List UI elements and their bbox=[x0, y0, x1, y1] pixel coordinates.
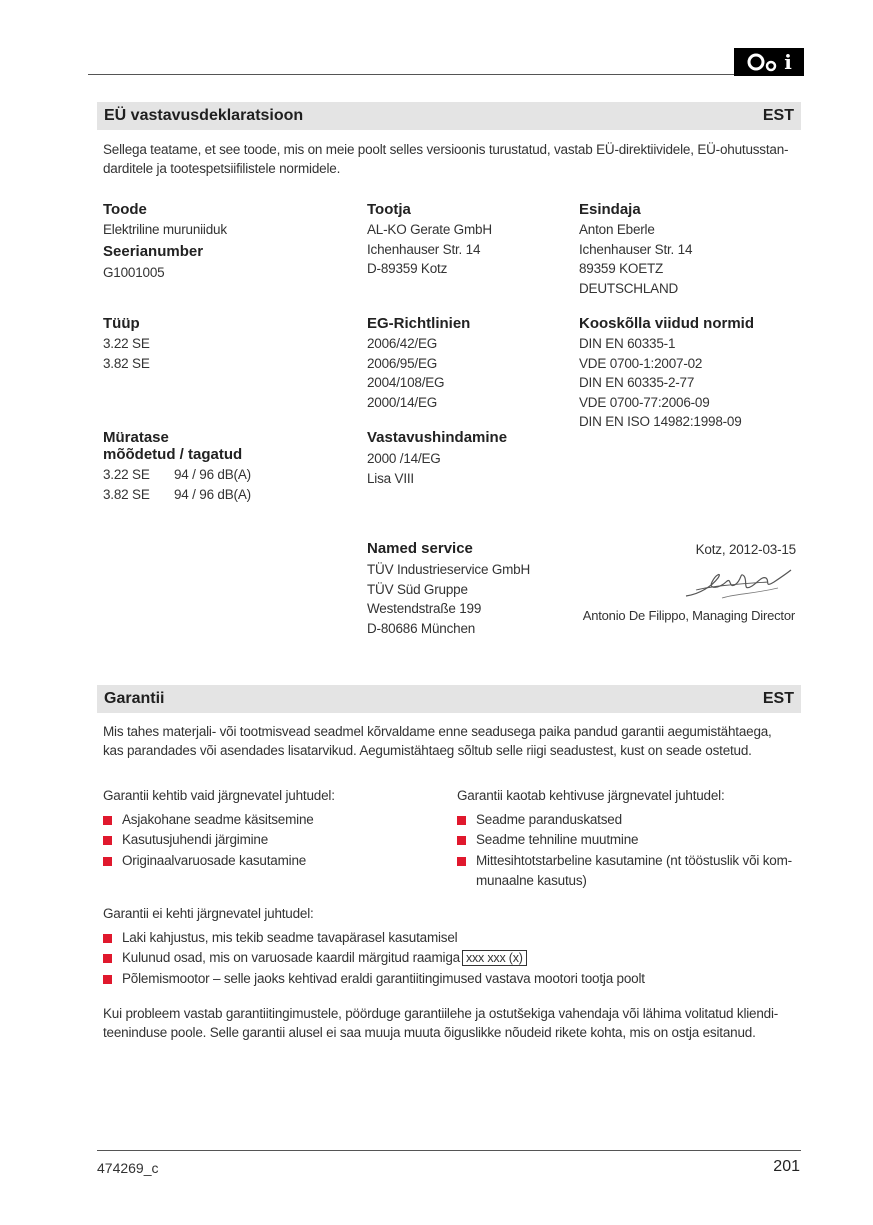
bullet-square-icon bbox=[103, 975, 112, 984]
list-item-text: Asjakohane seadme käsitsemine bbox=[122, 811, 314, 827]
representative-heading: Esindaja bbox=[579, 201, 641, 218]
noise-block bbox=[103, 429, 353, 504]
representative-line: DEUTSCHLAND bbox=[579, 280, 679, 296]
warranty-closing-line: teeninduse poole. Selle garantii alusel ei saa muuja muuta õiguslikke nõudeid rikete kohta, mis on ostja esitanud. bbox=[103, 1025, 756, 1040]
warranty-excluded-heading: Garantii ei kehti järgnevatel juhtudel: bbox=[103, 906, 314, 921]
conformity-heading: Vastavushindamine bbox=[367, 429, 508, 446]
norm-line: DIN EN 60335-2-77 bbox=[579, 375, 695, 390]
warranty-excluded-list bbox=[103, 928, 803, 990]
declaration-title: EÜ vastavusdeklaratsioon bbox=[104, 107, 304, 124]
manufacturer-line: D-89359 Kotz bbox=[367, 261, 448, 276]
directive-line: 2006/95/EG bbox=[367, 355, 438, 371]
serial-heading: Seerianumber bbox=[103, 242, 204, 260]
warranty-intro-line: Mis tahes materjali- või tootmisvead seadmel kõrvaldame enne seadusega paika pandud garantii aegumistähtaega, bbox=[103, 724, 772, 739]
warranty-lang: EST bbox=[762, 690, 794, 707]
list-item bbox=[103, 928, 803, 949]
norm-line: VDE 0700-1:2007-02 bbox=[579, 355, 703, 371]
representative-line: 89359 KOETZ bbox=[579, 261, 664, 276]
doc-number: 474269_c bbox=[97, 1160, 159, 1176]
bullet-square-icon bbox=[457, 836, 466, 845]
list-item-text: Laki kahjustus, mis tekib seadme tavapärasel kasutamisel bbox=[122, 929, 458, 945]
directive-line: 2006/42/EG bbox=[367, 336, 438, 351]
representative-line: Anton Eberle bbox=[579, 222, 655, 237]
list-item-text: munaalne kasutus) bbox=[476, 873, 587, 888]
serial-value: G1001005 bbox=[103, 264, 165, 280]
service-line: Westendstraße 199 bbox=[367, 601, 482, 616]
bottom-rule bbox=[97, 1150, 801, 1151]
representative-block bbox=[579, 201, 801, 298]
warranty-void-list bbox=[457, 810, 801, 892]
list-item-text: Põlemismootor – selle jaoks kehtivad eraldi garantiitingimused vastava mootori tootja poolt bbox=[122, 970, 645, 986]
top-rule bbox=[88, 74, 734, 75]
noise-heading: Müratase bbox=[103, 429, 169, 446]
declaration-intro bbox=[103, 140, 803, 178]
list-item bbox=[457, 851, 801, 892]
warranty-intro bbox=[103, 722, 803, 760]
list-item bbox=[103, 948, 803, 969]
directive-line: 2000/14/EG bbox=[367, 394, 438, 410]
warranty-intro-line: kas parandades või asendades lisatarvikud. Aegumistähtaeg sõltub selle riigi seadustest, kust on seade ostetud. bbox=[103, 743, 752, 758]
list-item-text: Mittesihtotstarbeline kasutamine (nt tööstuslik või kom- bbox=[476, 852, 792, 868]
bullet-square-icon bbox=[103, 836, 112, 845]
noise-model: 3.82 SE bbox=[103, 486, 150, 502]
service-heading: Named service bbox=[367, 540, 473, 557]
norms-block bbox=[579, 315, 801, 432]
warranty-valid-heading: Garantii kehtib vaid järgnevatel juhtudel: bbox=[103, 788, 335, 803]
norm-line: DIN EN 60335-1 bbox=[579, 336, 676, 351]
warranty-title: Garantii bbox=[104, 690, 165, 707]
type-line: 3.82 SE bbox=[103, 355, 150, 371]
noise-model: 3.22 SE bbox=[103, 467, 150, 482]
list-item-text: Originaalvaruosade kasutamine bbox=[122, 852, 307, 868]
list-item-text: Kasutusjuhendi järgimine bbox=[122, 832, 269, 847]
signatory: Antonio De Filippo, Managing Director bbox=[582, 608, 795, 623]
list-item-text: Seadme paranduskatsed bbox=[476, 811, 622, 827]
conformity-line: Lisa VIII bbox=[367, 470, 414, 486]
warranty-void-block bbox=[457, 786, 801, 892]
service-line: D-80686 München bbox=[367, 620, 476, 636]
part-number-frame: xxx xxx (x) bbox=[462, 950, 527, 966]
list-item bbox=[103, 851, 443, 872]
product-heading: Toode bbox=[103, 201, 147, 218]
list-item-text: Seadme tehniline muutmine bbox=[476, 832, 639, 847]
declaration-intro-line: darditele ja tootespetsiifilistele normidele. bbox=[103, 161, 341, 176]
warranty-closing bbox=[103, 1004, 803, 1042]
declaration-section-bar bbox=[97, 102, 801, 130]
directives-block bbox=[367, 315, 567, 412]
norm-line: VDE 0700-77:2006-09 bbox=[579, 394, 710, 410]
noise-value: 94 / 96 dB(A) bbox=[174, 486, 251, 502]
norms-heading: Kooskõlla viidud normid bbox=[579, 315, 755, 332]
list-item bbox=[457, 810, 801, 831]
product-block bbox=[103, 201, 353, 282]
noise-row bbox=[103, 465, 353, 485]
manufacturer-block bbox=[367, 201, 567, 279]
type-block bbox=[103, 315, 353, 373]
warranty-void-heading: Garantii kaotab kehtivuse järgnevatel juhtudel: bbox=[457, 788, 725, 803]
place-date: Kotz, 2012-03-15 bbox=[695, 542, 796, 557]
noise-subheading: mõõdetud / tagatud bbox=[103, 446, 243, 463]
noise-value: 94 / 96 dB(A) bbox=[174, 467, 251, 482]
product-value: Elektriline muruniiduk bbox=[103, 222, 227, 237]
representative-line: Ichenhauser Str. 14 bbox=[579, 241, 693, 257]
conformity-block bbox=[367, 429, 567, 488]
type-line: 3.22 SE bbox=[103, 336, 150, 351]
warranty-excluded-block bbox=[103, 904, 803, 989]
warranty-section-bar bbox=[97, 685, 801, 713]
declaration-intro-line: Sellega teatame, et see toode, mis on meie poolt selles versioonis turustatud, vastab EÜ-direktiividele, EÜ-ohutusstan- bbox=[103, 142, 789, 157]
type-heading: Tüüp bbox=[103, 315, 140, 332]
warranty-closing-line: Kui probleem vastab garantiitingimustele, pöörduge garantiilehe ja ostutšekiga vahendaja või lähima volitatud kliendi- bbox=[103, 1006, 779, 1021]
service-line: TÜV Süd Gruppe bbox=[367, 581, 468, 597]
manufacturer-heading: Tootja bbox=[367, 201, 411, 218]
bullet-square-icon bbox=[103, 857, 112, 866]
list-item bbox=[103, 810, 443, 831]
list-item bbox=[457, 830, 801, 851]
bullet-square-icon bbox=[103, 934, 112, 943]
page-number: 201 bbox=[773, 1158, 800, 1175]
list-item bbox=[103, 830, 443, 851]
declaration-lang: EST bbox=[762, 107, 794, 124]
list-item bbox=[103, 969, 803, 990]
service-line: TÜV Industrieservice GmbH bbox=[367, 562, 531, 577]
manufacturer-line: AL-KO Gerate GmbH bbox=[367, 222, 492, 237]
read-manual-icon bbox=[746, 51, 780, 73]
directives-heading: EG-Richtlinien bbox=[367, 315, 471, 332]
conformity-line: 2000 /14/EG bbox=[367, 451, 441, 466]
norm-line: DIN EN ISO 14982:1998-09 bbox=[579, 414, 742, 429]
service-block bbox=[367, 540, 567, 638]
list-item-text: Kulunud osad, mis on varuosade kaardil märgitud raamiga bbox=[122, 950, 460, 965]
manufacturer-line: Ichenhauser Str. 14 bbox=[367, 241, 481, 257]
noise-row bbox=[103, 485, 353, 505]
bullet-square-icon bbox=[457, 816, 466, 825]
manual-info-icon bbox=[734, 48, 804, 76]
warranty-valid-block bbox=[103, 786, 443, 871]
warranty-valid-list bbox=[103, 810, 443, 872]
bullet-square-icon bbox=[103, 954, 112, 963]
bullet-square-icon bbox=[457, 857, 466, 866]
bullet-square-icon bbox=[103, 816, 112, 825]
directive-line: 2004/108/EG bbox=[367, 375, 445, 390]
signature-image bbox=[682, 564, 794, 604]
info-letter: i bbox=[784, 50, 792, 74]
